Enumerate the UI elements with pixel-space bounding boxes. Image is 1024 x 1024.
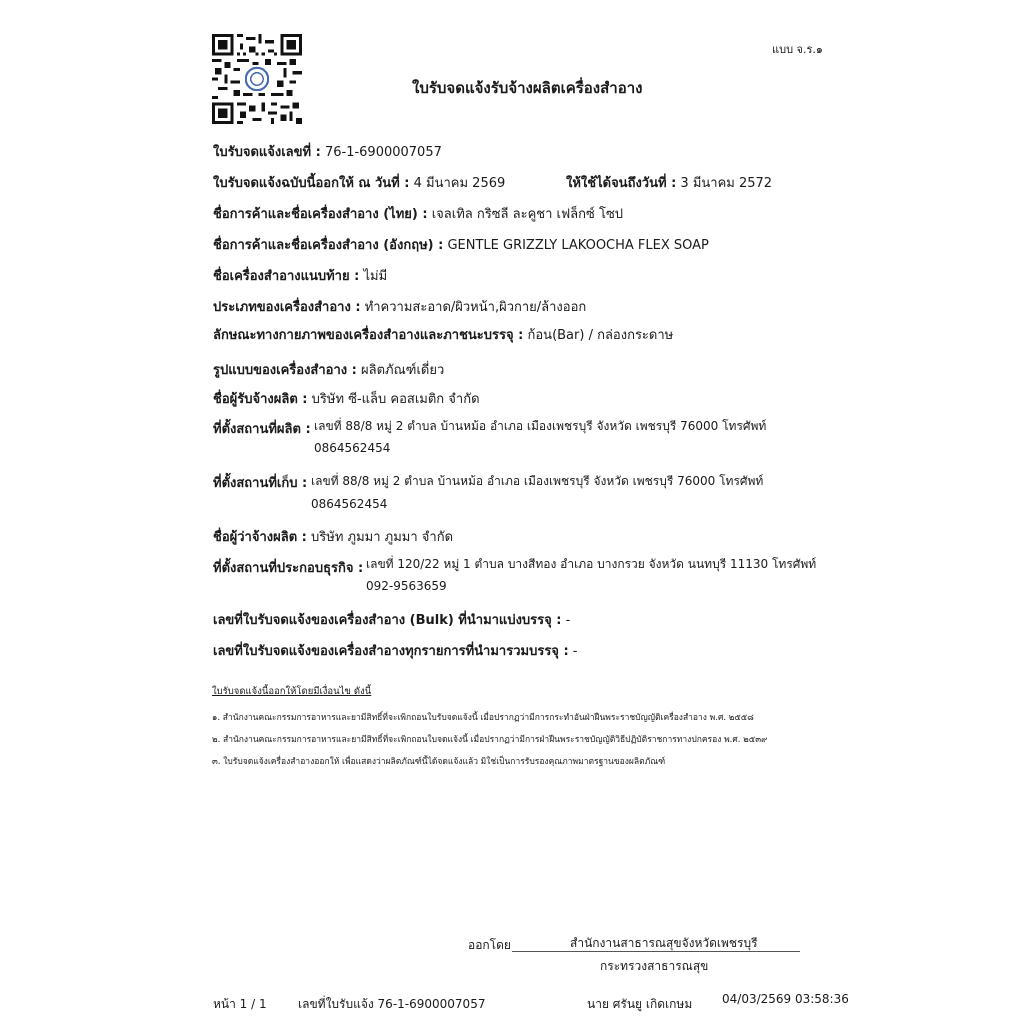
product-format-value: ผลิตภัณฑ์เดี่ยว xyxy=(361,363,445,378)
contractor-label: ชื่อผู้รับจ้างผลิต : xyxy=(213,392,308,407)
office-address-line1: เลขที่ 120/22 หมู่ 1 ตำบล บางสีทอง อำเภอ บางกรวย จังหวัด นนทบุรี 11130 โทรศัพท์ xyxy=(366,557,817,571)
physical-form-label: ลักษณะทางกายภาพของเครื่องสำอางและภาชนะบรรจุ : xyxy=(213,328,524,343)
valid-date-row xyxy=(566,172,772,193)
combined-notify-row xyxy=(213,640,577,661)
storage-address-label: ที่ตั้งสถานที่เก็บ : xyxy=(213,476,308,491)
form-code: แบบ จ.ร.๑ xyxy=(772,43,823,56)
issue-date-label: ใบรับจดแจ้งฉบับนี้ออกให้ ณ วันที่ : xyxy=(213,176,410,191)
contractor-value: บริษัท ซี-แล็บ คอสเมติก จำกัด xyxy=(311,392,480,407)
product-format-label: รูปแบบของเครื่องสำอาง : xyxy=(213,363,357,378)
combined-notify-value: - xyxy=(572,644,578,659)
cosmetic-type-row xyxy=(213,296,586,317)
document-title: ใบรับจดแจ้งรับจ้างผลิตเครื่องสำอาง xyxy=(412,79,643,97)
trade-name-th-value: เจลเทิล กริซลี ละคูชา เฟล็กซ์ โซป xyxy=(431,207,624,222)
office-address-row xyxy=(213,557,363,578)
attached-name-label: ชื่อเครื่องสำอางแนบท้าย : xyxy=(213,269,360,284)
notify-number-label: ใบรับจดแจ้งเลขที่ : xyxy=(213,145,321,160)
issue-date-value: 4 มีนาคม 2569 xyxy=(413,176,506,191)
issued-by-label: ออกโดย xyxy=(468,938,511,952)
physical-form-row xyxy=(213,324,673,345)
print-timestamp: 04/03/2569 03:58:36 xyxy=(722,992,849,1006)
plant-address-line1: เลขที่ 88/8 หมู่ 2 ตำบล บ้านหม้อ อำเภอ เมืองเพชรบุรี จังหวัด เพชรบุรี 76000 โทรศัพท์ xyxy=(314,419,767,433)
plant-address-row xyxy=(213,418,311,439)
notify-number-row xyxy=(213,141,442,162)
plant-address-line2: 0864562454 xyxy=(314,441,391,455)
officer-name: นาย ศรันยู เกิดเกษม xyxy=(587,997,693,1011)
bulk-notify-value: - xyxy=(565,613,571,628)
issuing-office: สำนักงานสาธารณสุขจังหวัดเพชรบุรี xyxy=(570,936,758,950)
cosmetic-type-label: ประเภทของเครื่องสำอาง : xyxy=(213,300,361,315)
plant-address-label: ที่ตั้งสถานที่ผลิต : xyxy=(213,422,311,437)
signature-line xyxy=(512,951,800,952)
office-address-line2: 092-9563659 xyxy=(366,579,447,593)
attached-name-row xyxy=(213,265,387,286)
trade-name-en-row xyxy=(213,234,709,255)
valid-date-label: ให้ใช้ได้จนถึงวันที่ : xyxy=(566,176,677,191)
product-format-row xyxy=(213,359,444,380)
storage-address-row xyxy=(213,472,307,493)
trade-name-th-label: ชื่อการค้าและชื่อเครื่องสำอาง (ไทย) : xyxy=(213,207,428,222)
notify-number-value: 76-1-6900007057 xyxy=(324,145,442,160)
condition-item: ๑. สำนักงานคณะกรรมการอาหารและยามีสิทธิ์ที่จะเพิกถอนใบรับจดแจ้งนี้ เมื่อปรากฏว่ามีการกระทำอันฝ่าฝืนพระราชบัญญัติเครื่องสำอาง พ.ศ. ๒๕๕๘ xyxy=(212,713,754,723)
qr-code xyxy=(212,34,302,124)
combined-notify-label: เลขที่ใบรับจดแจ้งของเครื่องสำอางทุกรายการที่นำมารวมบรรจุ : xyxy=(213,644,569,659)
trade-name-en-label: ชื่อการค้าและชื่อเครื่องสำอาง (อังกฤษ) : xyxy=(213,238,444,253)
condition-item: ๒. สำนักงานคณะกรรมการอาหารและยามีสิทธิ์ที่จะเพิกถอนใบจดแจ้งนี้ เมื่อปรากฏว่ามีการฝ่าฝืนพระราชบัญญัติวิธีปฏิบัติราชการทางปกครอง พ.ศ. ๒๕๓๙ xyxy=(212,735,768,745)
hirer-label: ชื่อผู้ว่าจ้างผลิต : xyxy=(213,530,307,545)
office-address-label: ที่ตั้งสถานที่ประกอบธุรกิจ : xyxy=(213,561,364,576)
hirer-value: บริษัท ภูมมา ภูมมา จำกัด xyxy=(311,530,454,545)
page-number: หน้า 1 / 1 xyxy=(213,997,267,1011)
physical-form-value: ก้อน(Bar) / กล่องกระดาษ xyxy=(527,328,674,343)
footer-reference: เลขที่ใบรับแจ้ง 76-1-6900007057 xyxy=(298,997,486,1011)
condition-item: ๓. ใบรับจดแจ้งเครื่องสำอางออกให้ เพื่อแสดงว่าผลิตภัณฑ์นี้ได้จดแจ้งแล้ว มิใช่เป็นการรับรองคุณภาพมาตรฐานของผลิตภัณฑ์ xyxy=(212,757,666,767)
contractor-row xyxy=(213,388,480,409)
bulk-notify-row xyxy=(213,609,570,630)
storage-address-line1: เลขที่ 88/8 หมู่ 2 ตำบล บ้านหม้อ อำเภอ เมืองเพชรบุรี จังหวัด เพชรบุรี 76000 โทรศัพท์ xyxy=(311,474,764,488)
valid-date-value: 3 มีนาคม 2572 xyxy=(680,176,773,191)
issue-date-row xyxy=(213,172,505,193)
conditions-heading: ใบรับจดแจ้งนี้ออกให้โดยมีเงื่อนไข ดังนี้ xyxy=(212,686,372,697)
trade-name-th-row xyxy=(213,203,623,224)
cosmetic-type-value: ทำความสะอาด/ผิวหน้า,ผิวกาย/ล้างออก xyxy=(364,300,587,315)
trade-name-en-value: GENTLE GRIZZLY LAKOOCHA FLEX SOAP xyxy=(447,238,709,253)
hirer-row xyxy=(213,526,453,547)
issuing-ministry: กระทรวงสาธารณสุข xyxy=(600,959,709,973)
storage-address-line2: 0864562454 xyxy=(311,497,388,511)
attached-name-value: ไม่มี xyxy=(363,269,388,284)
bulk-notify-label: เลขที่ใบรับจดแจ้งของเครื่องสำอาง (Bulk) ที่นำมาแบ่งบรรจุ : xyxy=(213,613,562,628)
